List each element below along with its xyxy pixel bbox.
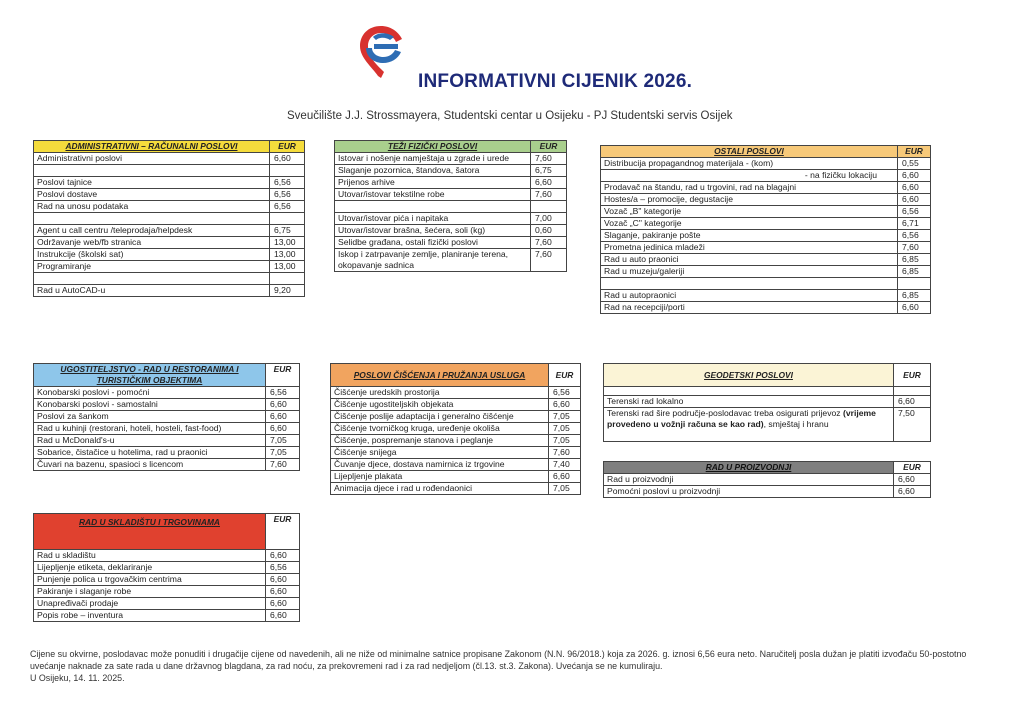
table-row-label: Utovar/istovar pića i napitaka [335,213,531,225]
table-row-label: Čišćenje ugostiteljskih objekata [331,399,549,411]
table-row-value: 13,00 [270,237,305,249]
currency-label: EUR [531,141,567,153]
table-row-label: Čišćenje snijega [331,447,549,459]
table-row-label: Poslovi za šankom [34,411,266,423]
table-row-value: 6,60 [266,574,300,586]
table-row-value: 7,60 [531,153,567,165]
table-row-label: Čuvanje djece, dostava namirnica iz trgovine [331,459,549,471]
table-row-value: 7,60 [531,189,567,201]
table-row-label: Istovar i nošenje namještaja u zgrade i urede [335,153,531,165]
table-row-label: Sobarice, čistačice u hotelima, rad u praonici [34,447,266,459]
table-tezi-title: TEŽI FIZIČKI POSLOVI [335,141,531,153]
currency-label: EUR [894,462,931,474]
table-row-value: 7,00 [531,213,567,225]
table-row-value: 6,60 [898,194,931,206]
table-row-label: Rad u AutoCAD-u [34,285,270,297]
table-row-value: 7,60 [266,459,300,471]
table-tezi [334,140,567,272]
table-row-value: 6,60 [270,153,305,165]
table-row-label: Slaganje, pakiranje pošte [601,230,898,242]
table-ostali-title: OSTALI POSLOVI [601,146,898,158]
table-row-value: 7,60 [531,237,567,249]
table-row-label: Administrativni poslovi [34,153,270,165]
table-row-label: Pakiranje i slaganje robe [34,586,266,598]
table-row-label: Instrukcije (školski sat) [34,249,270,261]
table-row-value: 6,85 [898,254,931,266]
table-row-value: 6,56 [898,230,931,242]
table-row-value: 6,60 [894,486,931,498]
table-row-value: 7,40 [549,459,581,471]
table-row-value: 6,56 [270,177,305,189]
currency-label: EUR [894,364,931,387]
table-row-value: 0,60 [531,225,567,237]
table-row-value: 6,60 [266,423,300,435]
geodet-row2-rest: , smještaj i hranu [763,419,829,429]
table-row-label: Vozač „B" kategorije [601,206,898,218]
table-row-value: 6,60 [549,399,581,411]
table-proizv-title: RAD U PROIZVODNJI [604,462,894,474]
table-row-value: 7,05 [549,483,581,495]
table-row-value: 6,60 [266,598,300,610]
table-row-label: Distribucija propagandnog materijala - (kom) [601,158,898,170]
table-row-label: Poslovi dostave [34,189,270,201]
table-row-value: 6,75 [270,225,305,237]
table-ugost [33,363,300,471]
table-row-value: 0,55 [898,158,931,170]
page-title: INFORMATIVNI CIJENIK 2026. [418,71,693,92]
table-row-label: Rad u auto praonici [601,254,898,266]
geodet-row2-text: Terenski rad šire područje-poslodavac treba osigurati prijevoz [607,408,841,418]
table-row-label: Čišćenje tvorničkog kruga, uređenje okoliša [331,423,549,435]
table-row-label: Agent u call centru /teleprodaja/helpdesk [34,225,270,237]
table-row-label: Rad u proizvodnji [604,474,894,486]
table-row-value: 6,60 [894,396,931,408]
table-row-value: 6,60 [266,411,300,423]
table-row-label: Utovar/istovar tekstilne robe [335,189,531,201]
table-row-value: 6,56 [898,206,931,218]
table-row-value: 6,56 [270,189,305,201]
currency-label: EUR [266,364,300,387]
table-row-label: Lijepljenje plakata [331,471,549,483]
currency-label: EUR [898,146,931,158]
table-row-value: 7,05 [549,411,581,423]
table-row-label: Održavanje web/fb stranica [34,237,270,249]
table-row-value: 6,60 [266,550,300,562]
table-row-label: Prometna jedinica mladeži [601,242,898,254]
table-row-value: 9,20 [270,285,305,297]
table-row-value: 7,60 [549,447,581,459]
table-row-label: Utovar/istovar brašna, šećera, soli (kg) [335,225,531,237]
table-sklad-title: RAD U SKLADIŠTU I TRGOVINAMA [34,514,266,550]
page-subtitle: Sveučilište J.J. Strossmayera, Studentski centar u Osijeku - PJ Studentski servis Osijek [287,110,733,122]
currency-label: EUR [270,141,305,153]
table-row-value: 13,00 [270,249,305,261]
table-row-label: Prijenos arhive [335,177,531,189]
table-row-value: 6,60 [898,170,931,182]
table-row-label: Rad u muzeju/galeriji [601,266,898,278]
table-row-label [604,408,894,442]
table-row-value: 7,05 [549,423,581,435]
table-row-value: 13,00 [270,261,305,273]
table-row-label: Unapređivači prodaje [34,598,266,610]
table-row-label: Terenski rad lokalno [604,396,894,408]
table-ugost-title: UGOSTITELJSTVO - RAD U RESTORANIMA I TURISTIČKIM OBJEKTIMA [34,364,266,387]
table-row-label: Popis robe – inventura [34,610,266,622]
table-row-value: 6,85 [898,266,931,278]
table-row-value: 7,05 [549,435,581,447]
table-geodet-title: GEODETSKI POSLOVI [604,364,894,387]
table-row-label: Rad u McDonald's-u [34,435,266,447]
table-row-label: Punjenje polica u trgovačkim centrima [34,574,266,586]
table-row-label: Rad u autopraonici [601,290,898,302]
table-row-label: Programiranje [34,261,270,273]
table-admin-title: ADMINISTRATIVNI – RAČUNALNI POSLOVI [34,141,270,153]
table-row-label: Čišćenje uredskih prostorija [331,387,549,399]
table-row-label: Rad u kuhinji (restorani, hoteli, hosteli, fast-food) [34,423,266,435]
table-row-value: 7,05 [266,435,300,447]
table-row-label: Animacija djece i rad u rođendaonici [331,483,549,495]
table-row-value: 6,60 [531,177,567,189]
table-row-value: 7,60 [531,249,567,272]
table-row-value: 6,75 [531,165,567,177]
table-row-value: 6,60 [549,471,581,483]
table-row-value: 6,60 [894,474,931,486]
table-row-label: Vozač „C" kategorije [601,218,898,230]
table-row-value: 6,60 [898,302,931,314]
table-row-value: 6,56 [266,387,300,399]
table-row-value: 6,60 [266,399,300,411]
table-row-label: Lijepljenje etiketa, deklariranje [34,562,266,574]
table-row-value: 7,60 [898,242,931,254]
table-proizv [603,461,931,498]
table-ostali [600,145,931,314]
table-row-label: Slaganje pozornica, štandova, šatora [335,165,531,177]
table-row-label: Poslovi tajnice [34,177,270,189]
table-row-value: 6,56 [270,201,305,213]
currency-label: EUR [549,364,581,387]
footer-text: Cijene su okvirne, poslodavac može ponuditi i drugačije cijene od navedenih, ali ne niže od minimalne satnice propisane Zakonom (N.N. 96/2018.) koja za 2026. g. iznosi 6,56 eura neto. Naručitelj posla dužan je platiti izvođaču 50-postotno uvećanje naknade za sate rada u dane državnog blagdana, za rad noću, za prekovremeni rad i za rad nedjeljom (čl.13. st.3. Zakona). Uvećanja se ne kumuliraju. [30,649,967,671]
table-row-value: 6,60 [266,586,300,598]
footer-note [30,648,995,684]
table-row-label: Rad na unosu podataka [34,201,270,213]
table-row-label: Čuvari na bazenu, spasioci s licencom [34,459,266,471]
table-row-value: 6,60 [266,610,300,622]
table-admin [33,140,305,297]
table-row-label: Konobarski poslovi - pomoćni [34,387,266,399]
table-row-label: - na fizičku lokaciju [601,170,898,182]
table-row-value: 6,60 [898,182,931,194]
table-row-label: Čišćenje, pospremanje stanova i peglanje [331,435,549,447]
table-row-label: Hostes/a – promocije, degustacije [601,194,898,206]
table-row-label: Rad na recepciji/porti [601,302,898,314]
table-row-label: Čišćenje poslije adaptacija i generalno čišćenje [331,411,549,423]
table-row-label: Konobarski poslovi - samostalni [34,399,266,411]
table-ciscenje-title: POSLOVI ČIŠĆENJA I PRUŽANJA USLUGA [331,364,549,387]
table-row-value: 6,85 [898,290,931,302]
table-row-value: 6,56 [549,387,581,399]
table-row-label: Iskop i zatrpavanje zemlje, planiranje terena, okopavanje sadnica [335,249,531,272]
table-row-label: Pomoćni poslovi u proizvodnji [604,486,894,498]
table-row-value: 6,56 [266,562,300,574]
footer-date: U Osijeku, 14. 11. 2025. [30,673,125,683]
table-ciscenje [330,363,581,495]
table-row-value: 6,71 [898,218,931,230]
table-row-label: Rad u skladištu [34,550,266,562]
studentski-centar-logo [356,22,406,78]
table-geodet [603,363,931,442]
geodet-row2-bold: (vrijeme provedeno u vožnji računa se kao rad) [607,408,876,429]
table-sklad [33,513,300,622]
table-row-label: Prodavač na štandu, rad u trgovini, rad na blagajni [601,182,898,194]
table-row-value: 7,50 [894,408,931,442]
currency-label: EUR [266,514,300,550]
table-row-value: 7,05 [266,447,300,459]
table-row-label: Selidbe građana, ostali fizički poslovi [335,237,531,249]
